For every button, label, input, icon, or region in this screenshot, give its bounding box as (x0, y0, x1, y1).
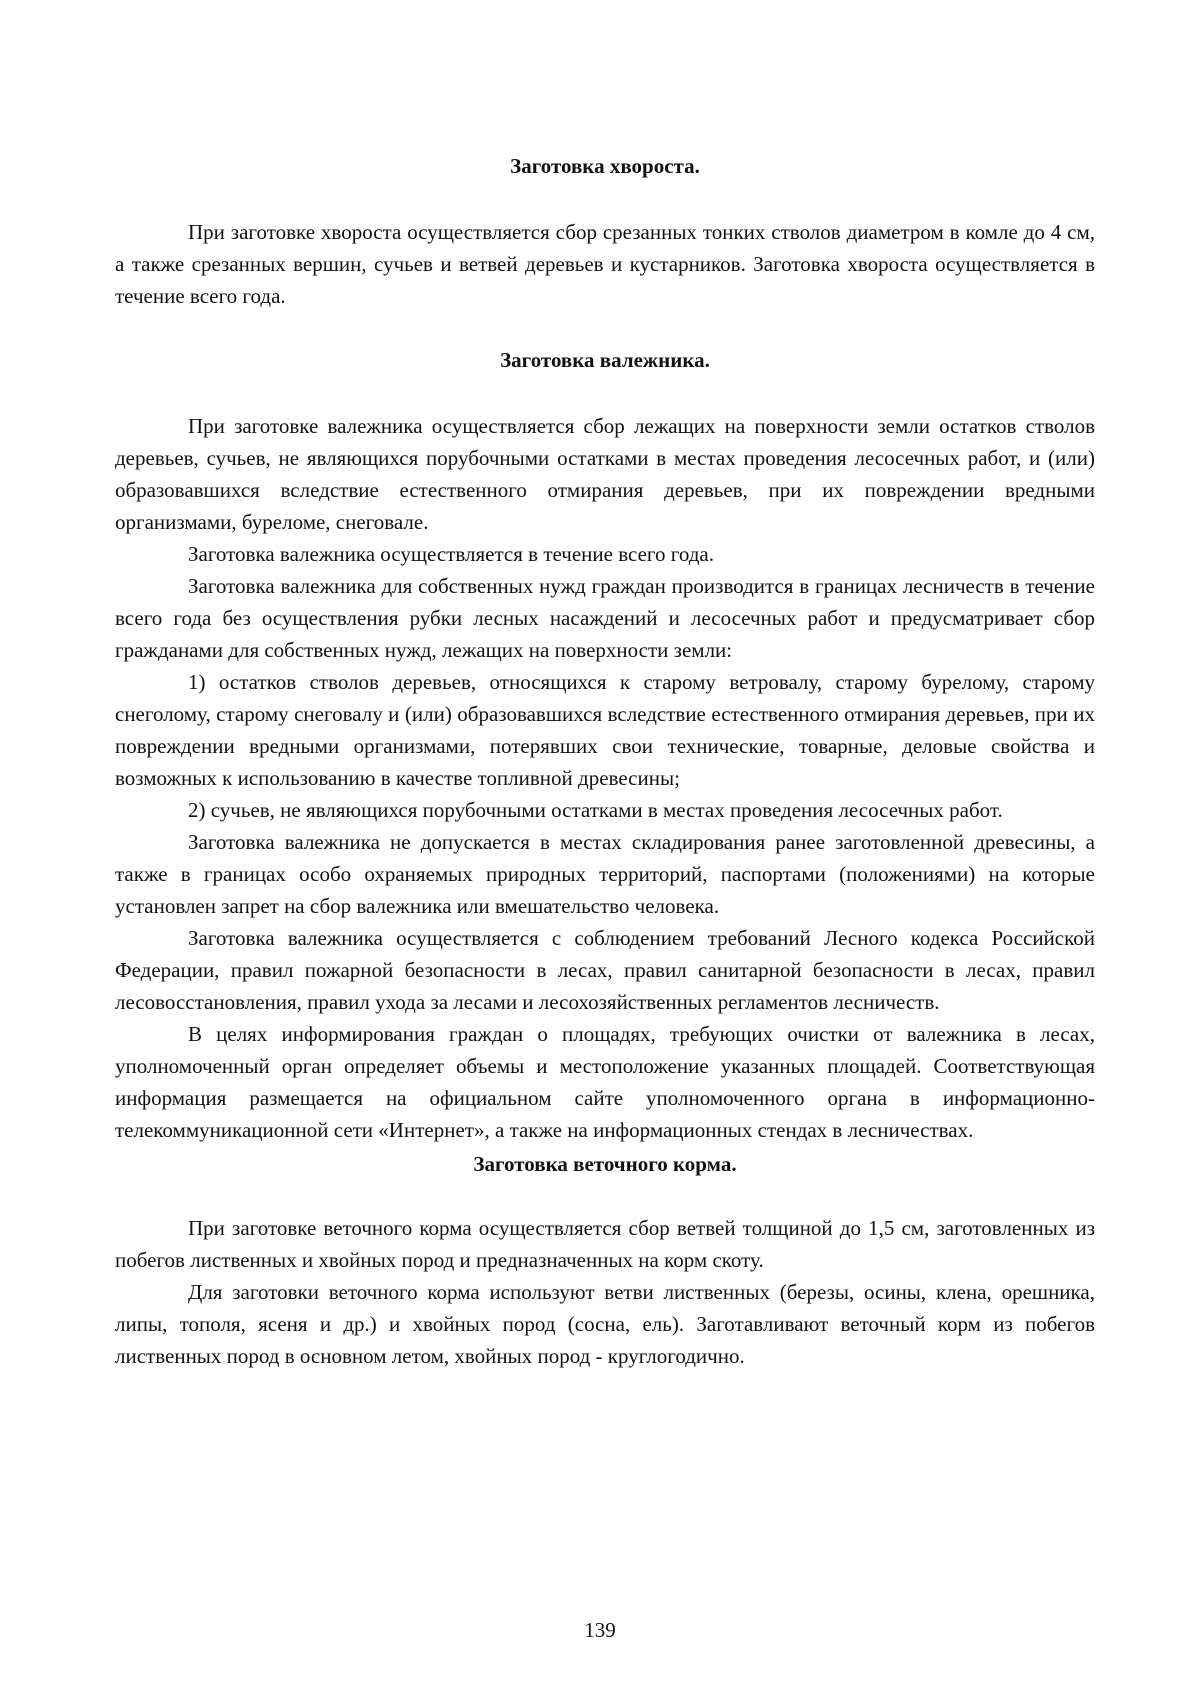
paragraph: При заготовке веточного корма осуществляется сбор ветвей толщиной до 1,5 см, заготовленных из побегов лиственных и хвойных пород и предназначенных на корм скоту. (115, 1216, 1095, 1272)
paragraph: Заготовка валежника осуществляется с соблюдением требований Лесного кодекса Российской Федерации, правил пожарной безопасности в лесах, правил санитарной безопасности в лесах, правил лесовосстановления, правил ухода за лесами и лесохозяйственных регламентов лесничеств. (115, 926, 1095, 1014)
paragraph: Заготовка валежника осуществляется в течение всего года. (188, 542, 714, 566)
paragraph: Заготовка валежника не допускается в местах складирования ранее заготовленной древесины, а также в границах особо охраняемых природных территорий, паспортами (положениями) на которые установлен запрет на сбор валежника или вмешательство человека. (115, 830, 1095, 918)
paragraph: При заготовке хвороста осуществляется сбор срезанных тонких стволов диаметром в комле до 4 см, а также срезанных вершин, сучьев и ветвей деревьев и кустарников. Заготовка хвороста осуществляется в течение всего года. (115, 220, 1095, 308)
page-number: 139 (584, 1618, 616, 1642)
section-heading-deadwood: Заготовка валежника. (500, 348, 710, 372)
paragraph: Для заготовки веточного корма используют ветви лиственных (березы, осины, клена, орешника, липы, тополя, ясеня и др.) и хвойных пород (сосна, ель). Заготавливают веточный корм из побегов лиственных пород в основном летом, хвойных пород - круглогодично. (115, 1280, 1095, 1368)
list-item: 1) остатков стволов деревьев, относящихся к старому ветровалу, старому бурелому, старому снеголому, старому снеговалу и (или) образовавшихся вследствие естественного отмирания деревьев, при их повреждении вредными организмами, потерявших свои технические, товарные, деловые свойства и возможных к использованию в качестве топливной древесины; (115, 670, 1095, 790)
paragraph: Заготовка валежника для собственных нужд граждан производится в границах лесничеств в течение всего года без осуществления рубки лесных насаждений и лесосечных работ и предусматривает сбор гражданами для собственных нужд, лежащих на поверхности земли: (115, 574, 1095, 662)
paragraph: При заготовке валежника осуществляется сбор лежащих на поверхности земли остатков стволов деревьев, сучьев, не являющихся порубочными остатками в местах проведения лесосечных работ, и (или) образовавшихся вследствие естественного отмирания деревьев, при их повреждении вредными организмами, буреломе, снеговале. (115, 414, 1095, 534)
paragraph: В целях информирования граждан о площадях, требующих очистки от валежника в лесах, уполномоченный орган определяет объемы и местоположение указанных площадей. Соответствующая информация размещается на официальном сайте уполномоченного органа в информационно-телекоммуникационной сети «Интернет», а также на информационных стендах в лесничествах. (115, 1022, 1095, 1142)
document-page (115, 150, 1095, 1372)
section-heading-branch-fodder: Заготовка веточного корма. (473, 1152, 737, 1176)
list-item: 2) сучьев, не являющихся порубочными остатками в местах проведения лесосечных работ. (188, 798, 1003, 822)
section-heading-brushwood: Заготовка хвороста. (510, 154, 700, 178)
